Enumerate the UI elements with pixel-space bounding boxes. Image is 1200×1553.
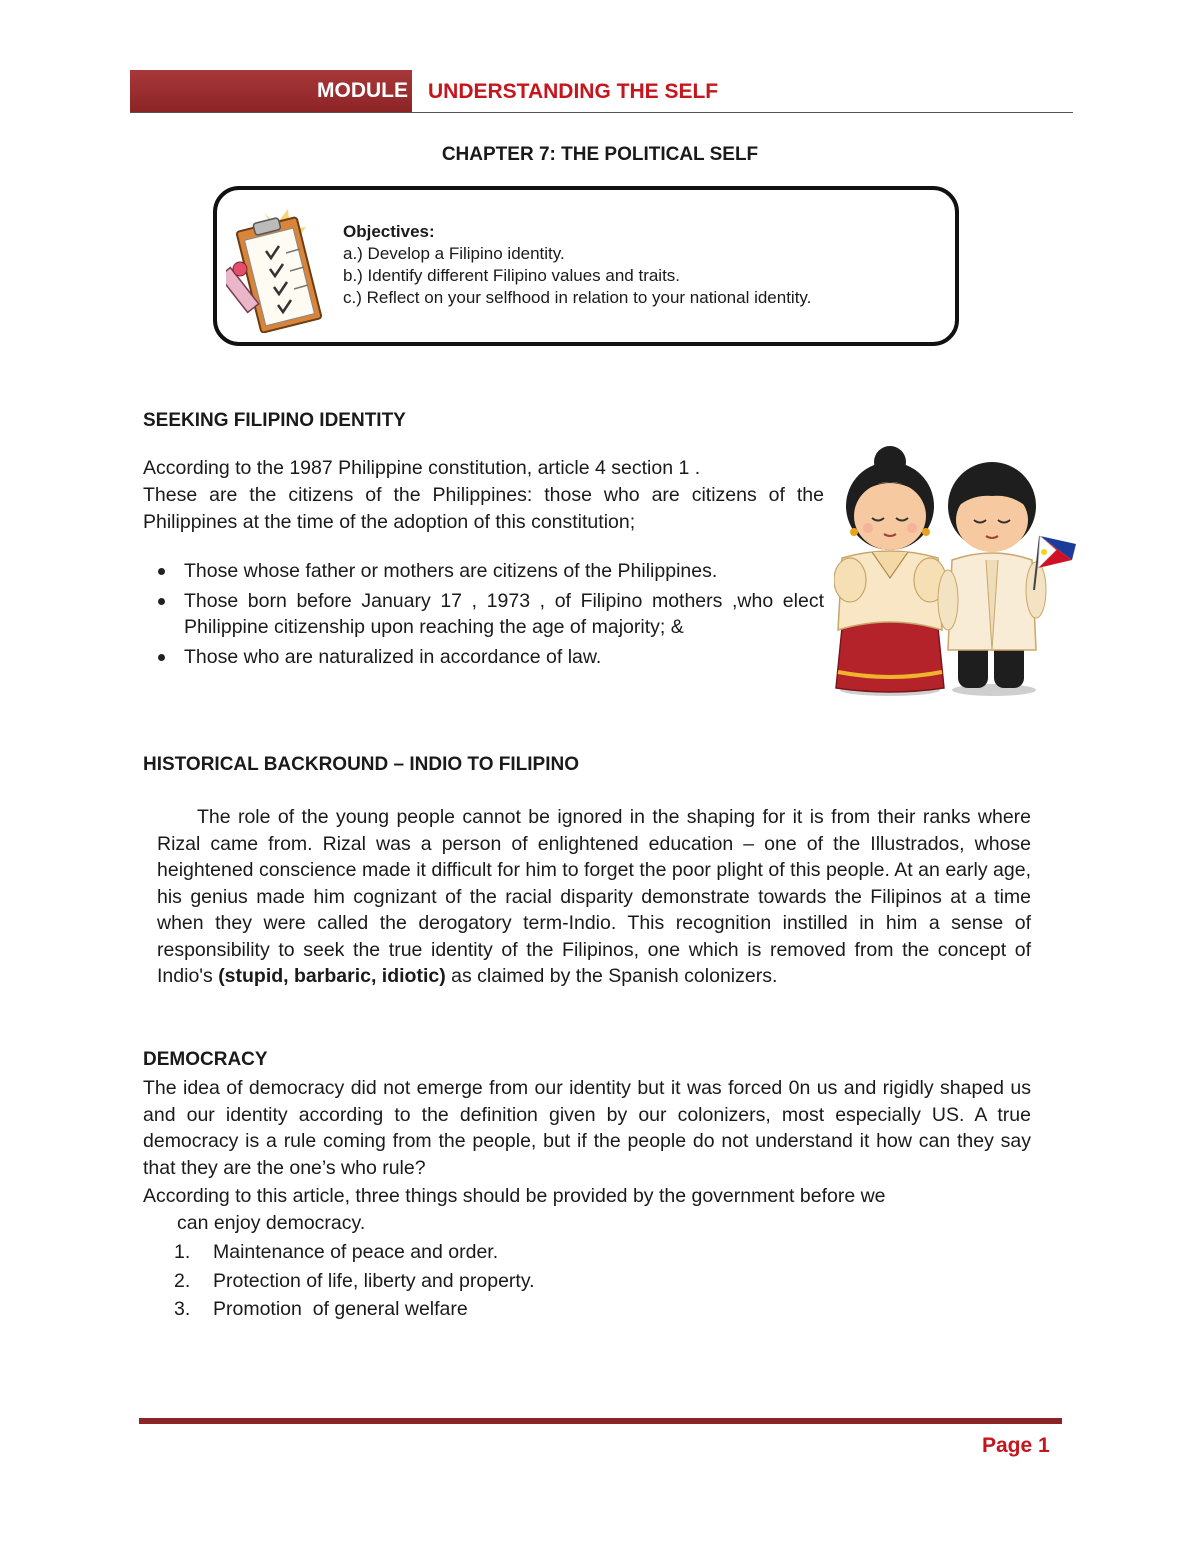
filipino-children-illustration <box>834 440 1080 698</box>
chapter-title: CHAPTER 7: THE POLITICAL SELF <box>441 144 759 165</box>
list-item: 3. Promotion of general welfare <box>174 1298 468 1320</box>
objective-item: a.) Develop a Filipino identity. <box>343 244 565 263</box>
bold-phrase: (stupid, barbaric, idiotic) <box>218 965 446 987</box>
clipboard-icon <box>226 205 326 333</box>
historical-paragraph: The role of the young people cannot be ignored in the shaping for it is from their ranks where Rizal came from. Rizal was a person of enlightened education – one of the Illustrados, whose heightened conscience made it difficult for him to forget the poor plight of this people. At an early age, his genius made him cognizant of the racial disparity demonstrate towards the Filipinos at a time when they were called the derogatory term-Indio. This recognition instilled in him a sense of responsibility to seek the true identity of the Filipinos, one which is removed from the concept of Indio's (stupid, barbaric, idiotic) as claimed by the Spanish colonizers. <box>157 806 1031 987</box>
democracy-lead-line-2: can enjoy democracy. <box>177 1212 366 1234</box>
government-provisions-list <box>174 1239 535 1325</box>
list-item: Those born before January 17 , 1973 , of Filipino mothers ,who elect Philippine citizenship upon reaching the age of majority; & <box>143 588 824 641</box>
module-label: MODULE <box>317 79 408 102</box>
bullet-icon <box>158 654 165 661</box>
intro-line: According to the 1987 Philippine constitution, article 4 section 1 . <box>143 457 701 479</box>
footer-rule <box>139 1418 1062 1424</box>
bullet-icon <box>158 598 165 605</box>
section-heading-historical-background: HISTORICAL BACKROUND – INDIO TO FILIPINO <box>143 754 579 775</box>
header-rule <box>130 112 1073 113</box>
section-heading-democracy: DEMOCRACY <box>143 1049 268 1070</box>
list-item: Those who are naturalized in accordance of law. <box>143 644 824 671</box>
objective-item: b.) Identify different Filipino values and traits. <box>343 266 681 285</box>
bullet-icon <box>158 568 165 575</box>
intro-paragraph: These are the citizens of the Philippines: those who are citizens of the Philippines at the time of the adoption of this constitution; <box>143 484 824 533</box>
democracy-lead-line: According to this article, three things should be provided by the government before we <box>143 1185 886 1207</box>
objectives-text <box>343 221 811 309</box>
objective-item: c.) Reflect on your selfhood in relation to your national identity. <box>343 288 812 307</box>
objectives-heading: Objectives: <box>343 222 435 241</box>
citizenship-list <box>143 558 824 673</box>
section-heading-filipino-identity: SEEKING FILIPINO IDENTITY <box>143 410 406 431</box>
list-item: 2. Protection of life, liberty and property. <box>174 1269 535 1292</box>
list-item: Those whose father or mothers are citizens of the Philippines. <box>143 558 824 585</box>
page-number: Page 1 <box>982 1434 1050 1457</box>
module-title: UNDERSTANDING THE SELF <box>428 80 719 103</box>
democracy-paragraph: The idea of democracy did not emerge from our identity but it was forced 0n us and rigidly shaped us and our identity according to the definition given by our colonizers, most especially US. A true democracy is a rule coming from the people, but if the people do not understand it how can they say that they are the one’s who rule? <box>143 1077 1031 1179</box>
list-item: 1. Maintenance of peace and order. <box>174 1241 499 1263</box>
